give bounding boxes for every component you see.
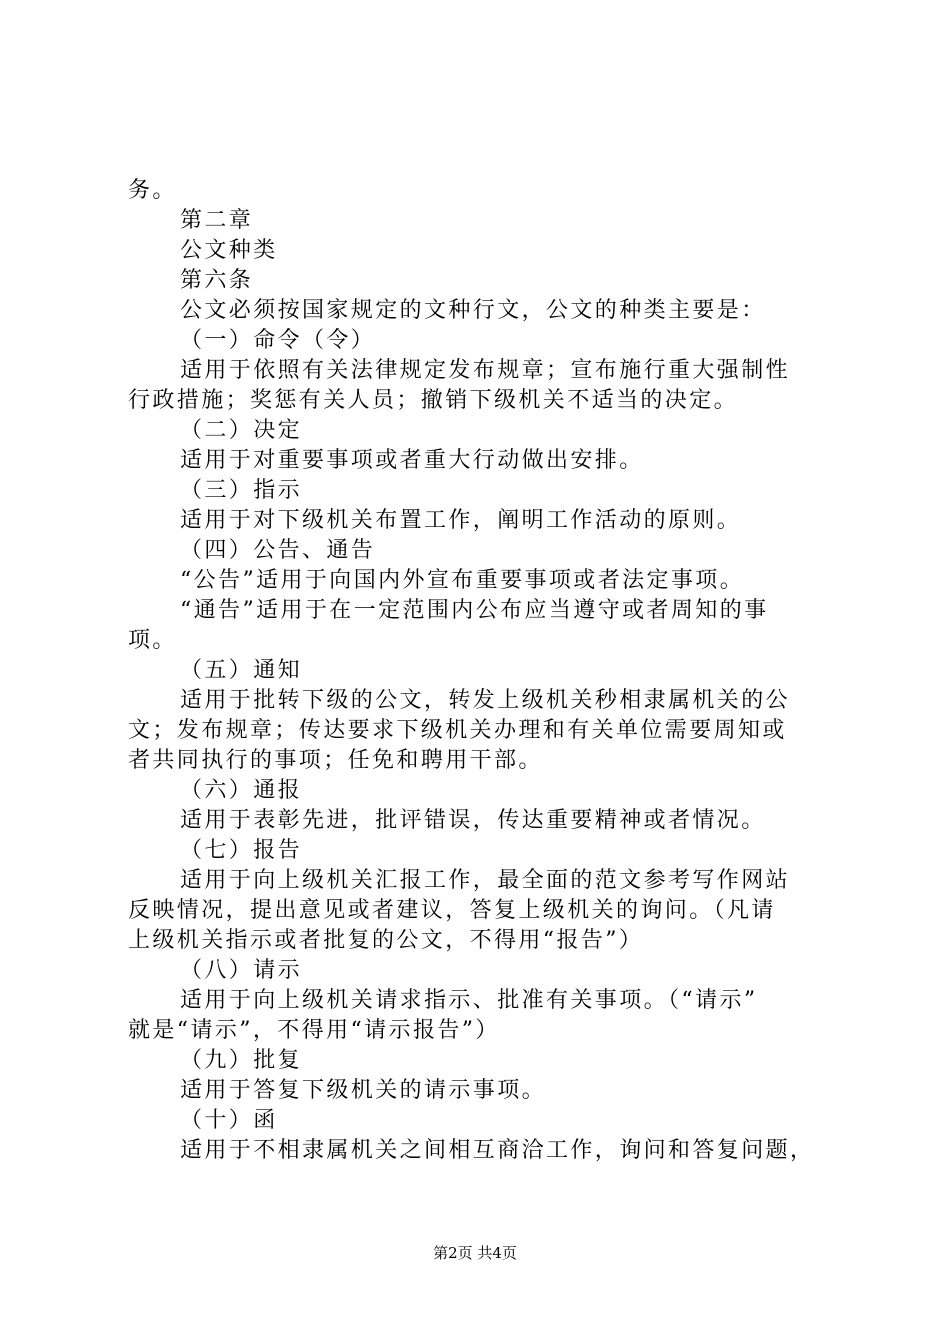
text-line: 适用于批转下级的公文，转发上级机关秒相隶属机关的公 <box>180 688 791 713</box>
text-line: （五）通知 <box>180 658 303 683</box>
text-line: 公文种类 <box>180 238 278 263</box>
text-line: （九）批复 <box>180 1048 303 1073</box>
text-line: （七）报告 <box>180 838 303 863</box>
text-line: 适用于依照有关法律规定发布规章；宣布施行重大强制性 <box>180 358 791 383</box>
text-line: 适用于表彰先进，批评错误，传达重要精神或者情况。 <box>180 808 766 833</box>
text-line: 适用于对重要事项或者重大行动做出安排。 <box>180 448 644 473</box>
text-line: 第六条 <box>180 268 254 293</box>
text-line: 行政措施；奖惩有关人员；撤销下级机关不适当的决定。 <box>128 388 739 413</box>
text-line: 文；发布规章；传达要求下级机关办理和有关单位需要周知或 <box>128 718 787 743</box>
page-footer: 第2页 共4页 <box>433 1244 517 1262</box>
text-line: 第二章 <box>180 208 254 233</box>
text-line: 适用于向上级机关请求指示、批准有关事项。（“请示” <box>180 988 758 1013</box>
text-line: 适用于对下级机关布置工作，阐明工作活动的原则。 <box>180 508 742 533</box>
text-line: 务。 <box>128 178 177 203</box>
text-line: （二）决定 <box>180 418 303 443</box>
text-line: 反映情况，提出意见或者建议，答复上级机关的询问。（凡请 <box>128 898 776 923</box>
text-line: 公文必须按国家规定的文种行文，公文的种类主要是： <box>180 298 766 323</box>
text-line: 适用于答复下级机关的请示事项。 <box>180 1078 547 1103</box>
text-line: 适用于向上级机关汇报工作，最全面的范文参考写作网站 <box>180 868 791 893</box>
text-line: （一）命令（令） <box>180 328 376 353</box>
text-line: （八）请示 <box>180 958 303 983</box>
document-body <box>128 176 838 1166</box>
text-line: （四）公告、通告 <box>180 538 376 563</box>
text-line: 上级机关指示或者批复的公文，不得用“报告”） <box>128 928 644 953</box>
text-line: （十）函 <box>180 1108 278 1133</box>
text-line: 者共同执行的事项；任免和聘用干部。 <box>128 748 543 773</box>
text-line: “公告”适用于向国内外宣布重要事项或者法定事项。 <box>180 568 745 593</box>
text-line: 适用于不相隶属机关之间相互商洽工作，询问和答复问题， <box>180 1138 815 1163</box>
text-line: 项。 <box>128 628 177 653</box>
text-line: （三）指示 <box>180 478 303 503</box>
text-line: 就是“请示”，不得用“请示报告”） <box>128 1018 500 1043</box>
text-line: “通告”适用于在一定范围内公布应当遵守或者周知的事 <box>180 598 769 623</box>
text-line: （六）通报 <box>180 778 303 803</box>
